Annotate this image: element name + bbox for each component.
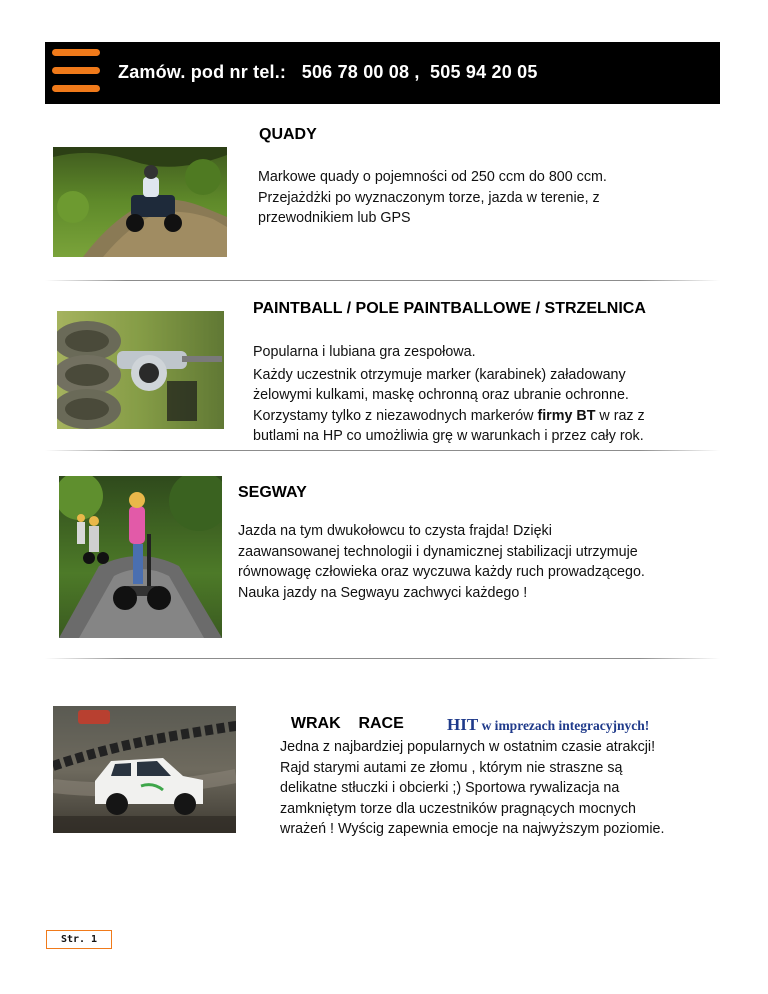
text-line: Markowe quady o pojemności od 250 ccm do 800 ccm. [258,169,607,185]
phone-numbers: Zamów. pod nr tel.: 506 78 00 08 , 505 94 20 05 [118,62,538,82]
wrak-race-photo [53,706,236,833]
section-divider [45,280,720,281]
text-line: zamkniętym torze dla uczestników pragnących mocnych [280,800,636,817]
section-title-wrak-race [282,697,404,733]
quady-description [258,167,698,229]
text-line: Przejażdżki po wyznaczonym torze, jazda w terenie, z [258,189,600,206]
brand-name: firmy BT [537,407,596,424]
text-line: Popularna i lubiana gra zespołowa. [253,344,476,360]
text-line: równowagę człowieka oraz wyczuwa każdy ruch prowadzącego. [238,564,645,580]
menu-icon [52,48,100,92]
text-line: Korzystamy tylko z niezawodnych markerów firmy BT w raz z [253,407,645,424]
segway-photo [59,476,222,638]
hit-badge-text [439,697,649,735]
text-line: butlami na HP co umożliwia grę w warunkach i przez cały rok. [253,428,644,444]
text-line: Nauka jazdy na Segwayu zachwyci każdego ! [238,584,528,601]
page-number: Str. 1 [46,930,112,949]
quad-photo [53,147,227,257]
hit-rest: w imprezach integracyjnych! [478,718,650,733]
wrak-race-description [280,737,730,840]
section-divider [45,658,720,659]
hit-word: HIT [447,715,479,734]
phone-header-bar [45,42,720,104]
paintball-description [253,342,713,447]
section-title-quady: QUADY [259,126,317,143]
text-line: żelowymi kulkami, maskę ochronną oraz ubranie ochronne. [253,387,629,403]
text-line: delikatne stłuczki i obcierki ;) Sportowa rywalizacja na [280,780,620,796]
text-line: Każdy uczestnik otrzymuje marker (karabinek) załadowany [253,366,626,383]
wrak-race-label: WRAK RACE [290,715,404,732]
segway-description [238,521,708,603]
text-line: zaawansowanej technologii i dynamicznej stabilizacji utrzymuje [238,543,638,560]
text-line: wrażeń ! Wyścig zapewnia emocje na najwyższym poziomie. [280,821,665,837]
text-line: Jedna z najbardziej popularnych w ostatnim czasie atrakcji! [280,739,656,755]
text-line: Rajd starymi autami ze złomu , którym nie straszne są [280,759,623,776]
section-title-paintball: PAINTBALL / POLE PAINTBALLOWE / STRZELNICA [253,300,646,317]
section-divider [45,450,720,451]
paintball-photo [57,311,224,429]
text-line: Jazda na tym dwukołowcu to czysta frajda! Dzięki [238,523,552,539]
section-title-segway: SEGWAY [238,484,307,501]
text-line: przewodnikiem lub GPS [258,210,411,226]
